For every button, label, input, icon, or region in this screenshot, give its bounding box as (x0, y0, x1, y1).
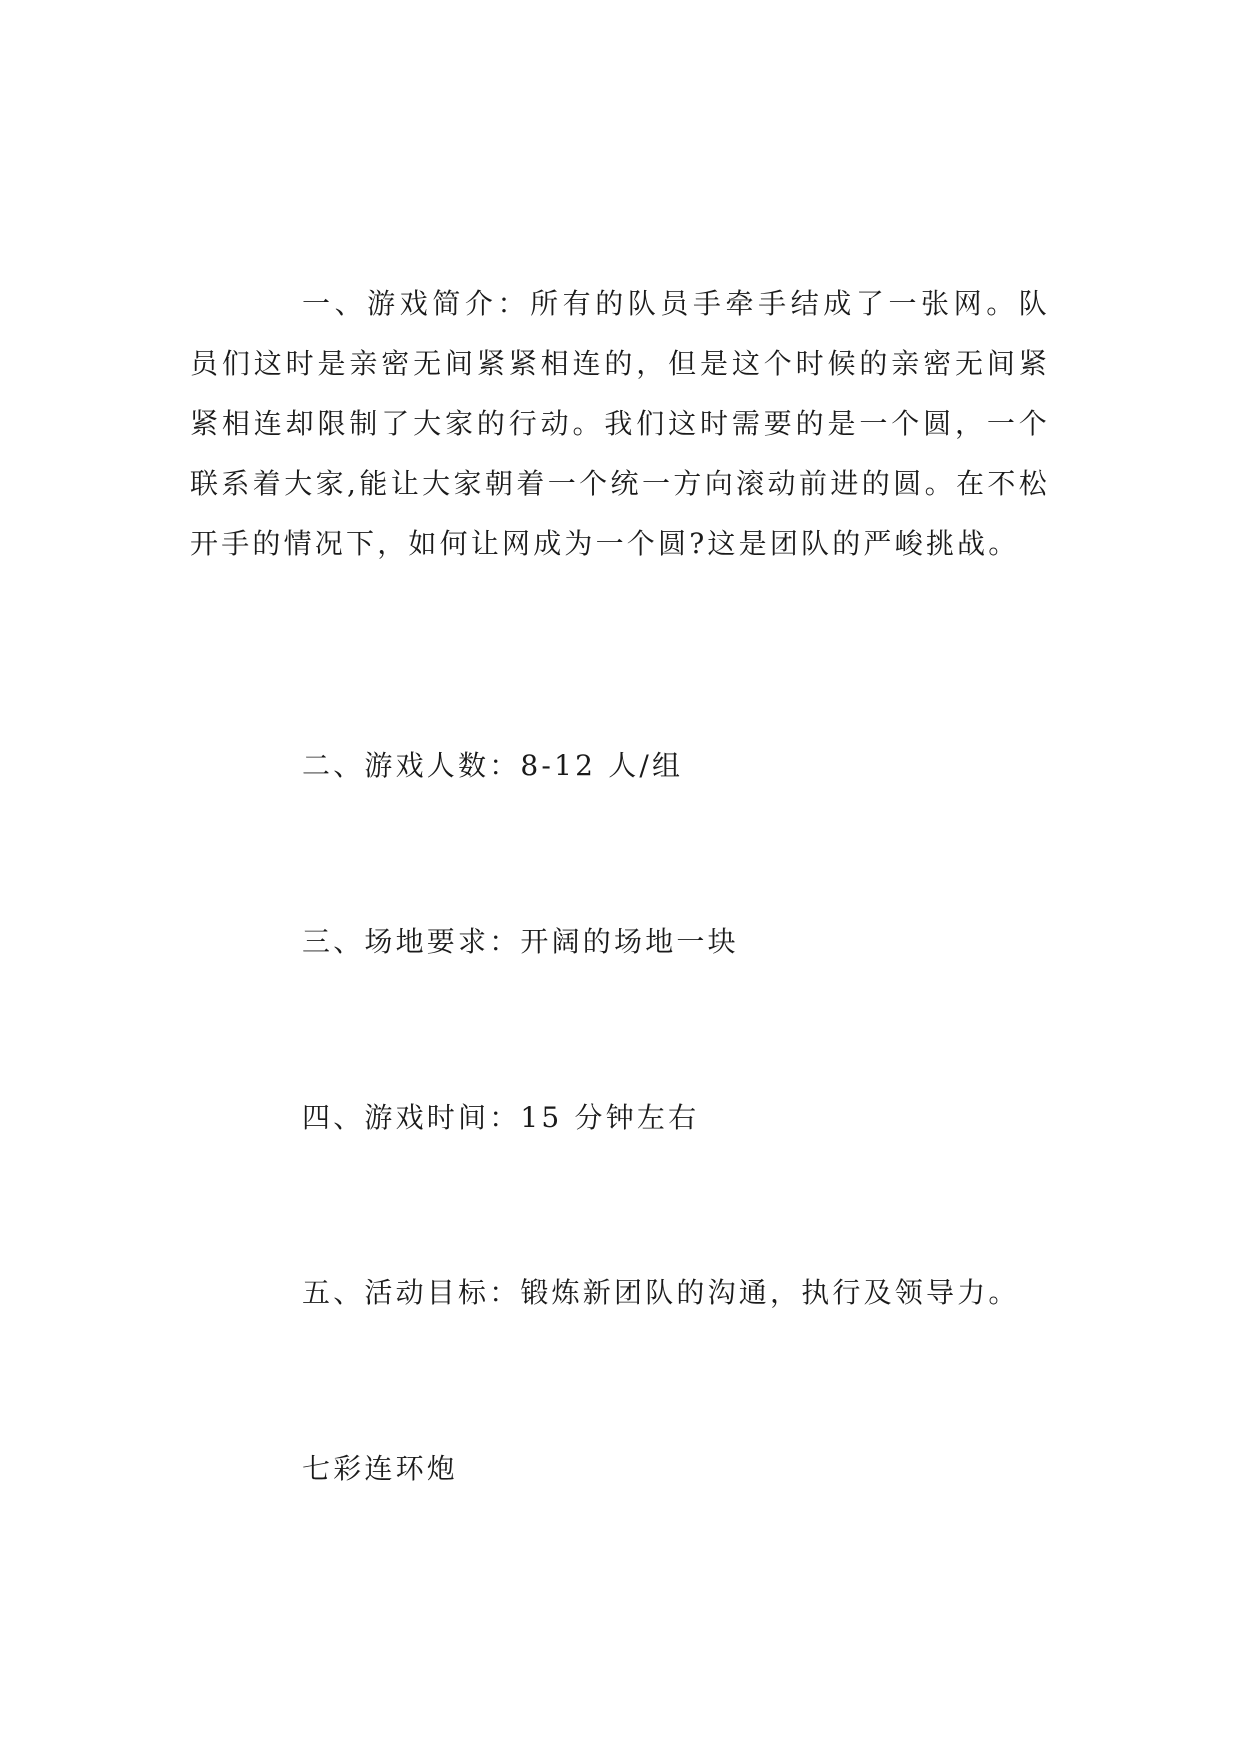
player-count-line: 二、游戏人数：8-12 人/组 (302, 749, 684, 782)
venue-requirement-line: 三、场地要求：开阔的场地一块 (302, 925, 739, 958)
next-game-title: 七彩连环炮 (302, 1452, 459, 1485)
game-intro-paragraph: 一、游戏简介：所有的队员手牵手结成了一张网。队员们这时是亲密无间紧紧相连的，但是这个时候的亲密无间紧紧相连却限制了大家的行动。我们这时需要的是一个圆，一个联系着大家,能让大家朝着一个统一方向滚动前进的圆。在不松开手的情况下，如何让网成为一个圆?这是团队的严峻挑战。 (190, 287, 1050, 560)
activity-goal-line: 五、活动目标：锻炼新团队的沟通，执行及领导力。 (302, 1276, 1020, 1309)
game-duration-line: 四、游戏时间：15 分钟左右 (302, 1101, 700, 1134)
